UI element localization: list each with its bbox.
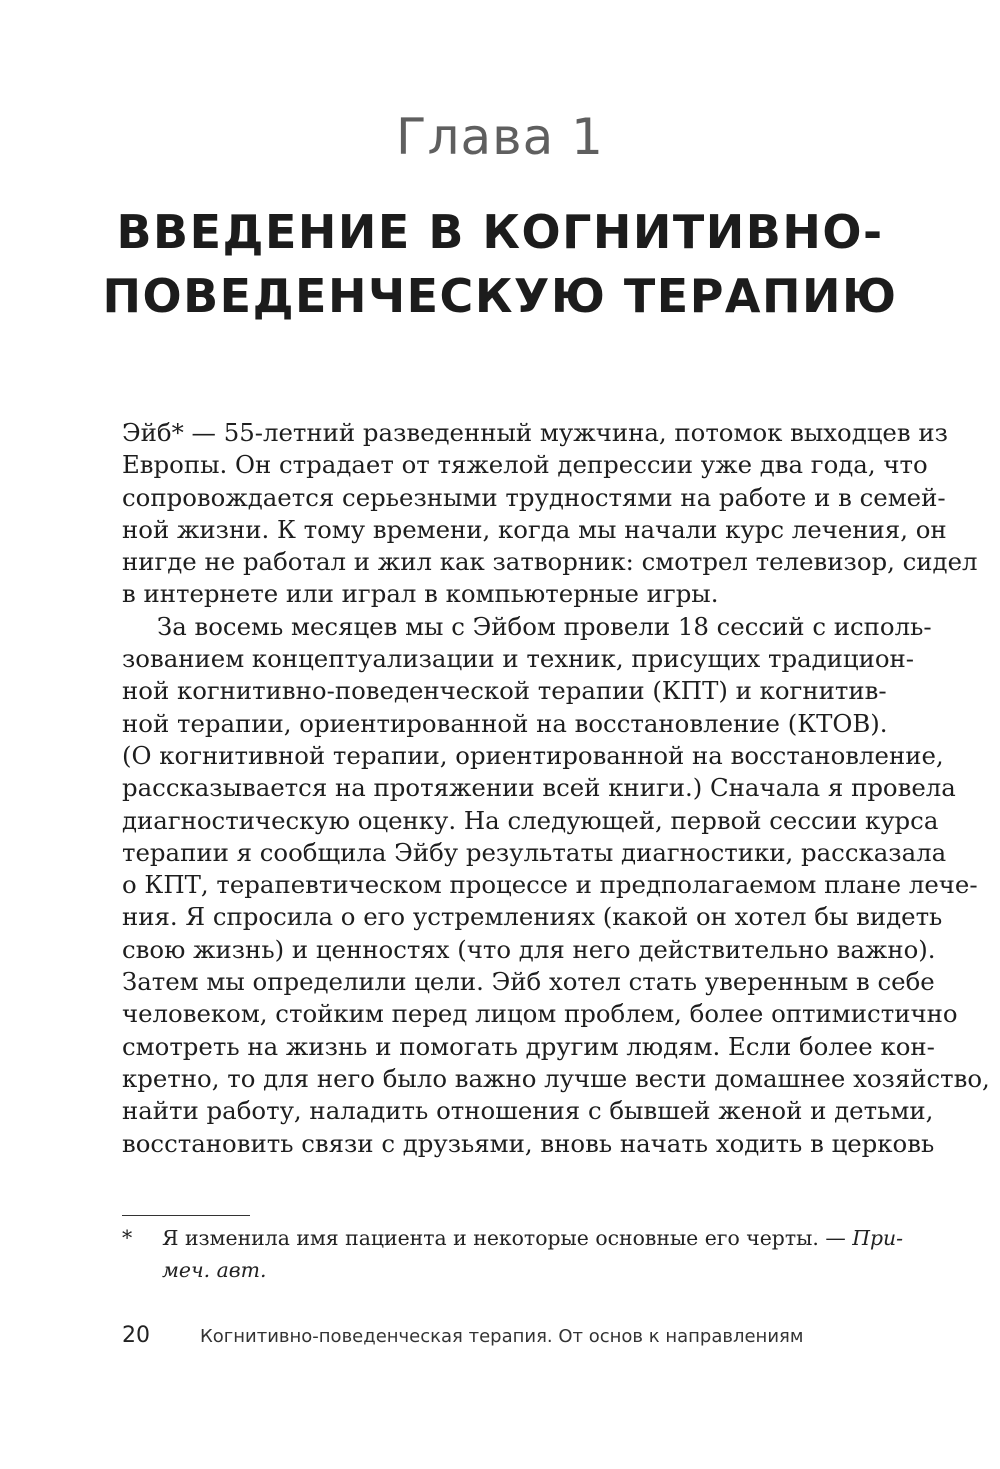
text-line: найти работу, наладить отношения с бывшей женой и детьми, xyxy=(122,1096,934,1126)
text-line: о КПТ, терапевтическом процессе и предполагаемом плане лече- xyxy=(122,870,978,900)
text-line: восстановить связи с друзьями, вновь начать ходить в церковь xyxy=(122,1128,935,1158)
text-line: кретно, то для него было важно лучше вести домашнее хозяйство, xyxy=(122,1063,990,1093)
text-line: терапии я сообщила Эйбу результаты диагностики, рассказала xyxy=(122,837,947,867)
chapter-title-line: ПОВЕДЕНЧЕСКУЮ ТЕРАПИЮ xyxy=(102,269,898,323)
body-text xyxy=(122,417,990,1160)
footnote-text: Я изменила имя пациента и некоторые основные его черты. — xyxy=(162,1226,846,1250)
chapter-title xyxy=(0,200,1000,328)
footnote-divider xyxy=(122,1215,250,1216)
page-number: 20 xyxy=(122,1323,150,1348)
text-line: ной когнитивно-поведенческой терапии (КПТ) и когнитив- xyxy=(122,676,887,706)
text-line: зованием концептуализации и техник, присущих традицион- xyxy=(122,644,915,674)
text-line: человеком, стойким перед лицом проблем, более оптимистично xyxy=(122,999,958,1029)
text-line: Европы. Он страдает от тяжелой депрессии уже два года, что xyxy=(122,450,928,480)
text-line: свою жизнь) и ценностях (что для него действительно важно). xyxy=(122,934,936,964)
text-line: диагностическую оценку. На следующей, первой сессии курса xyxy=(122,805,939,835)
footnote-body xyxy=(162,1222,904,1286)
chapter-title-line: ВВЕДЕНИЕ В КОГНИТИВНО- xyxy=(116,205,884,259)
footnote xyxy=(122,1222,904,1286)
footnote-attribution: При- xyxy=(852,1226,904,1250)
text-line: ной терапии, ориентированной на восстановление (КТОВ). xyxy=(122,708,888,738)
footnote-line xyxy=(162,1222,904,1254)
chapter-label: Глава 1 xyxy=(396,108,604,166)
paragraph-1 xyxy=(122,417,978,611)
text-line: рассказывается на протяжении всей книги.) Сначала я провела xyxy=(122,773,956,803)
text-line: Затем мы определили цели. Эйб хотел стать уверенным в себе xyxy=(122,967,935,997)
text-line: ной жизни. К тому времени, когда мы начали курс лечения, он xyxy=(122,514,947,544)
text-line: За восемь месяцев мы с Эйбом провели 18 сессий с исполь- xyxy=(157,611,932,641)
text-line: Эйб* — 55-летний разведенный мужчина, потомок выходцев из xyxy=(122,418,948,447)
footnote-marker: * xyxy=(122,1226,133,1250)
text-line: ния. Я спросила о его устремлениях (какой он хотел бы видеть xyxy=(122,902,943,932)
running-title: Когнитивно-поведенческая терапия. От основ к направлениям xyxy=(200,1326,804,1347)
text-line: (О когнитивной терапии, ориентированной на восстановление, xyxy=(122,740,944,770)
text-line: сопровождается серьезными трудностями на работе и в семей- xyxy=(122,482,946,512)
text-line: смотреть на жизнь и помогать другим людям. Если более кон- xyxy=(122,1031,935,1061)
paragraph-2 xyxy=(122,611,990,1160)
text-line: нигде не работал и жил как затворник: смотрел телевизор, сидел xyxy=(122,547,978,577)
text-line: в интернете или играл в компьютерные игры. xyxy=(122,579,719,609)
footnote-attribution-end: меч. авт. xyxy=(162,1258,267,1282)
footnote-line xyxy=(162,1254,880,1286)
